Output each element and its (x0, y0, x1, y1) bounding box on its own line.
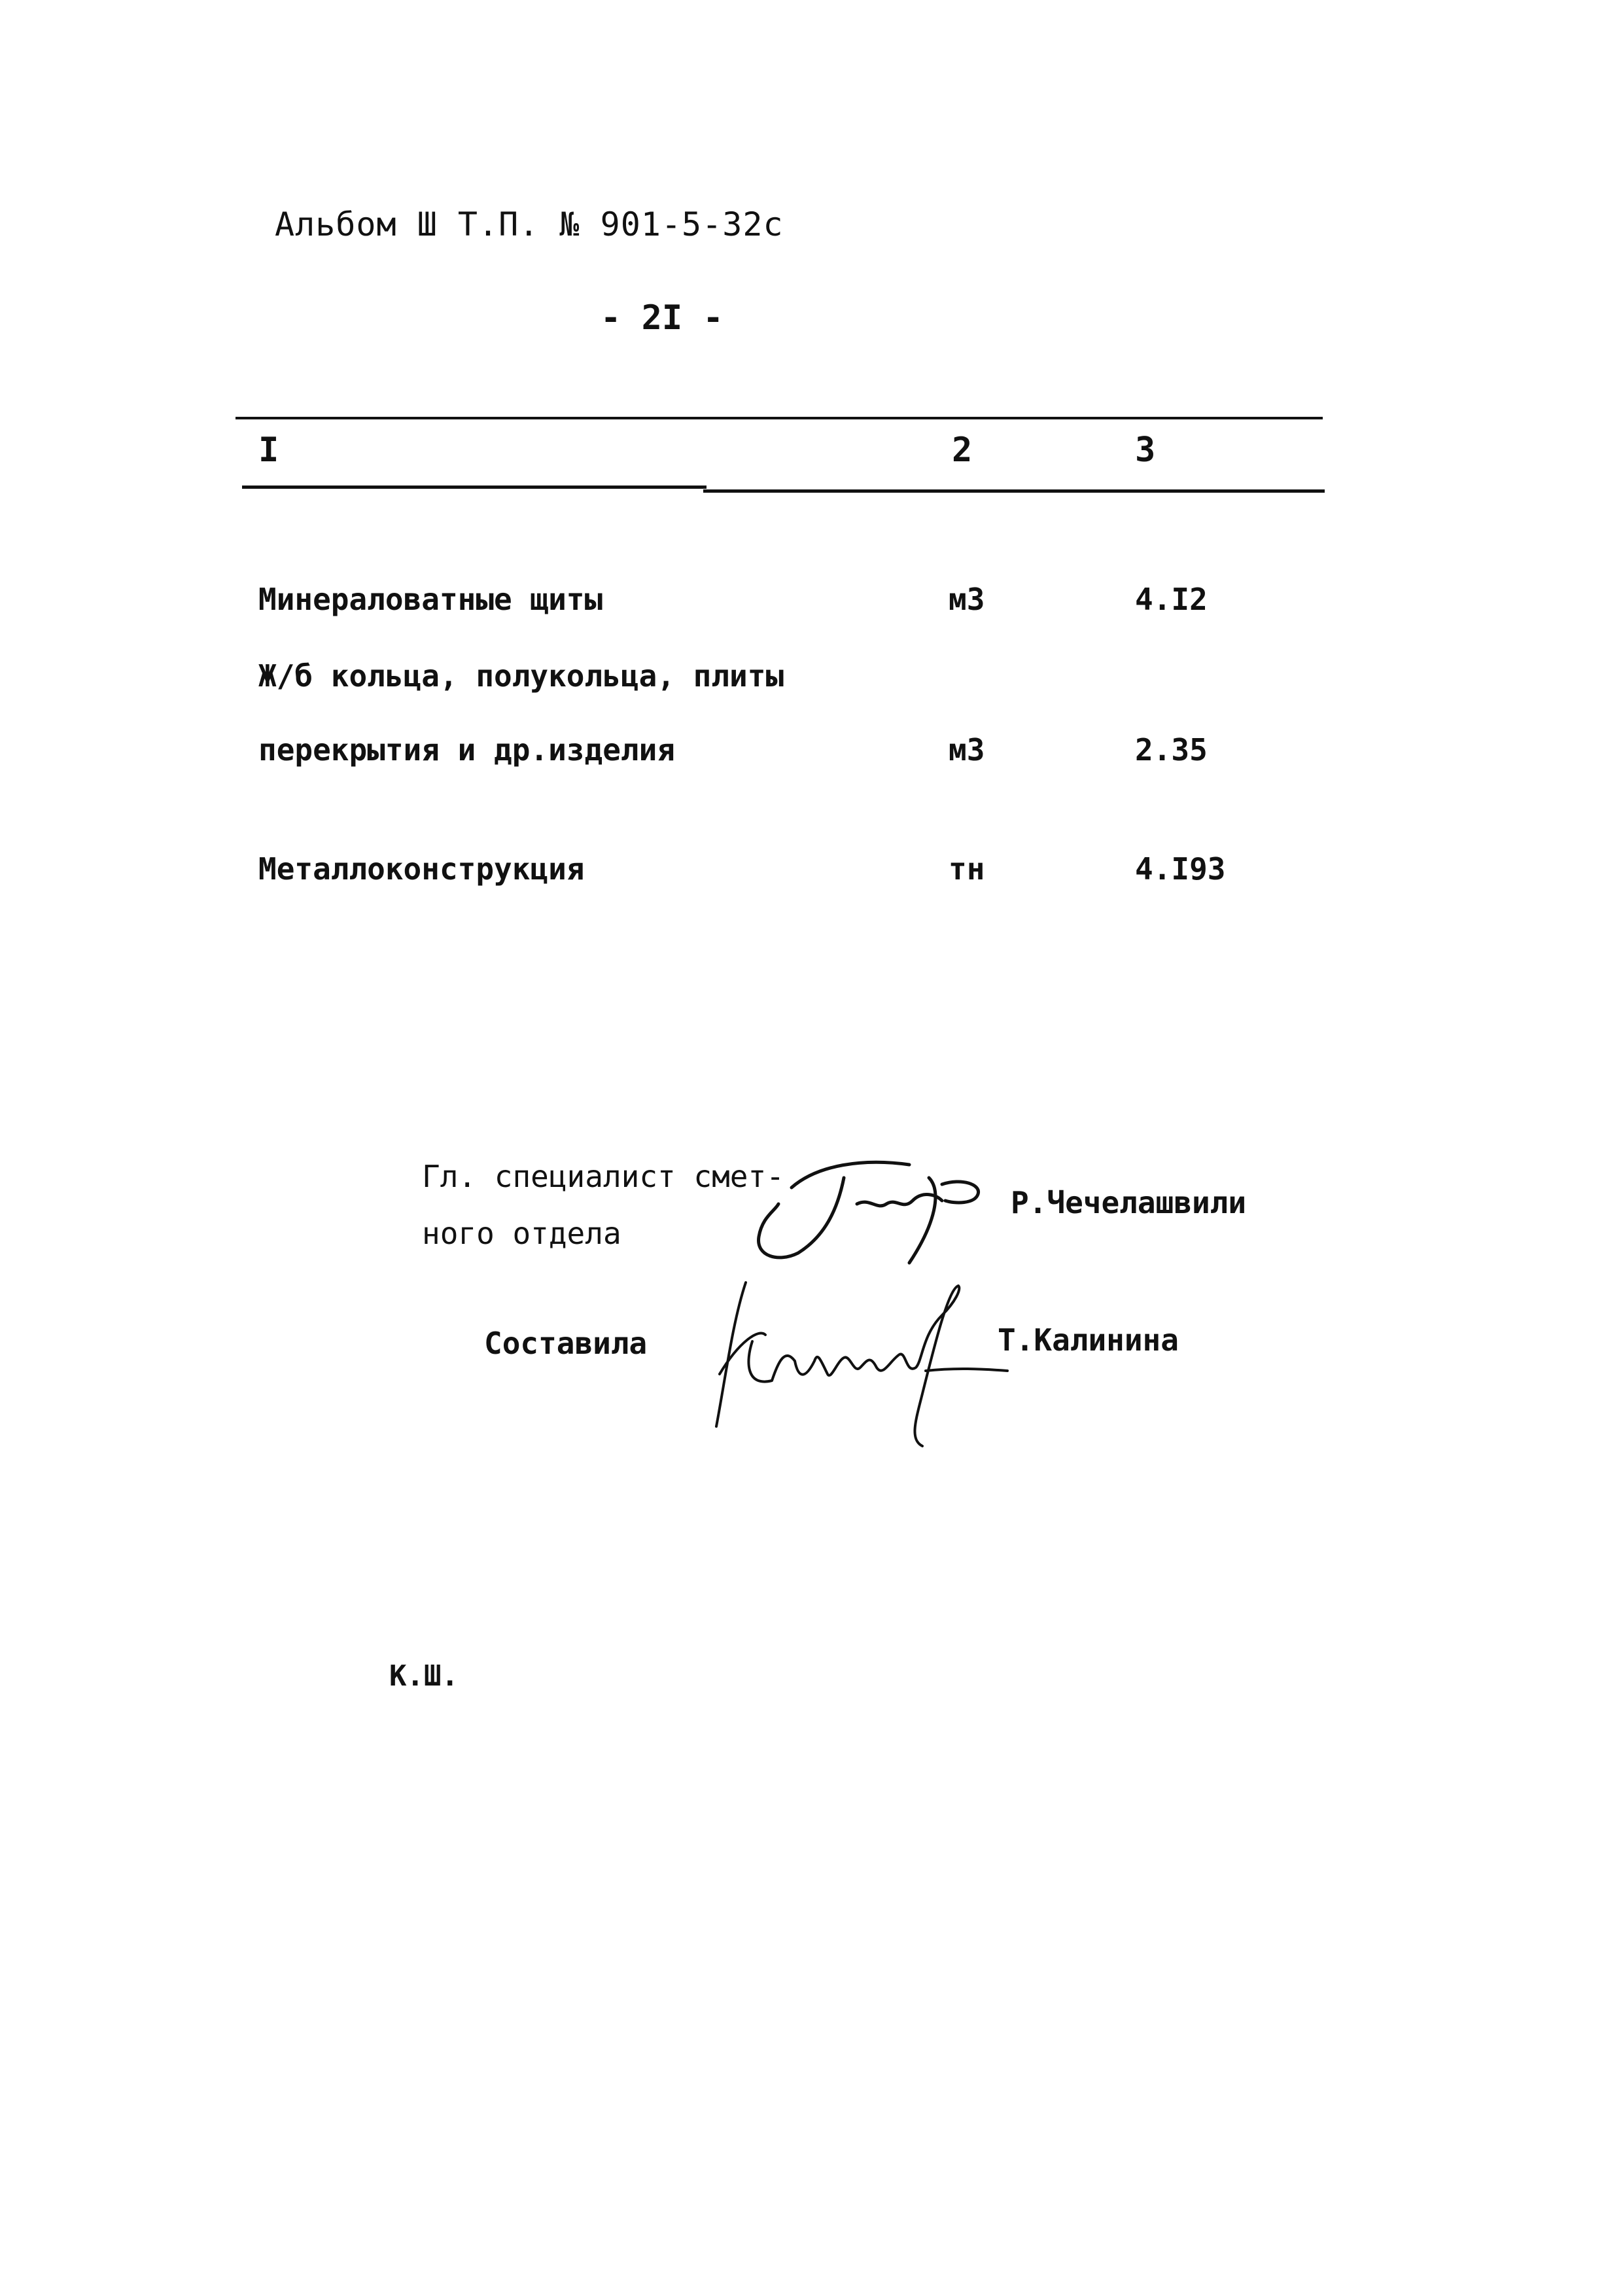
signer-role-line-1: Гл. специалист смет- (422, 1159, 784, 1194)
column-header-2: 2 (952, 431, 973, 470)
row-3-unit: м3 (949, 732, 985, 768)
handwritten-signature-2 (707, 1263, 1021, 1459)
row-4-name: Металлоконструкция (258, 851, 585, 887)
compiled-by-label: Составила (484, 1326, 648, 1361)
table-top-rule (236, 417, 1323, 419)
signer-name-1: Р.Чечелашвили (1011, 1185, 1247, 1220)
row-1-value: 4.I2 (1135, 582, 1208, 617)
signer-role-line-2: ного отдела (422, 1216, 621, 1251)
typist-initials: К.Ш. (389, 1659, 459, 1693)
row-1-name: Минераловатные щиты (258, 582, 603, 617)
page-number: - 2I - (601, 298, 724, 338)
album-reference: Альбом Ш Т.П. № 901-5-32с (275, 205, 784, 243)
signer-name-2: Т.Калинина (998, 1322, 1179, 1358)
column-header-3: 3 (1135, 431, 1156, 470)
row-4-unit: тн (949, 851, 985, 887)
row-2-name: Ж/б кольца, полукольца, плиты (258, 658, 784, 694)
column-header-1: I (258, 431, 279, 470)
row-3-name: перекрытия и др.изделия (258, 732, 675, 768)
table-header-rule-right (703, 489, 1325, 493)
row-3-value: 2.35 (1135, 732, 1208, 768)
row-4-value: 4.I93 (1135, 851, 1226, 887)
table-header-rule-left (242, 486, 707, 489)
row-1-unit: м3 (949, 582, 985, 617)
